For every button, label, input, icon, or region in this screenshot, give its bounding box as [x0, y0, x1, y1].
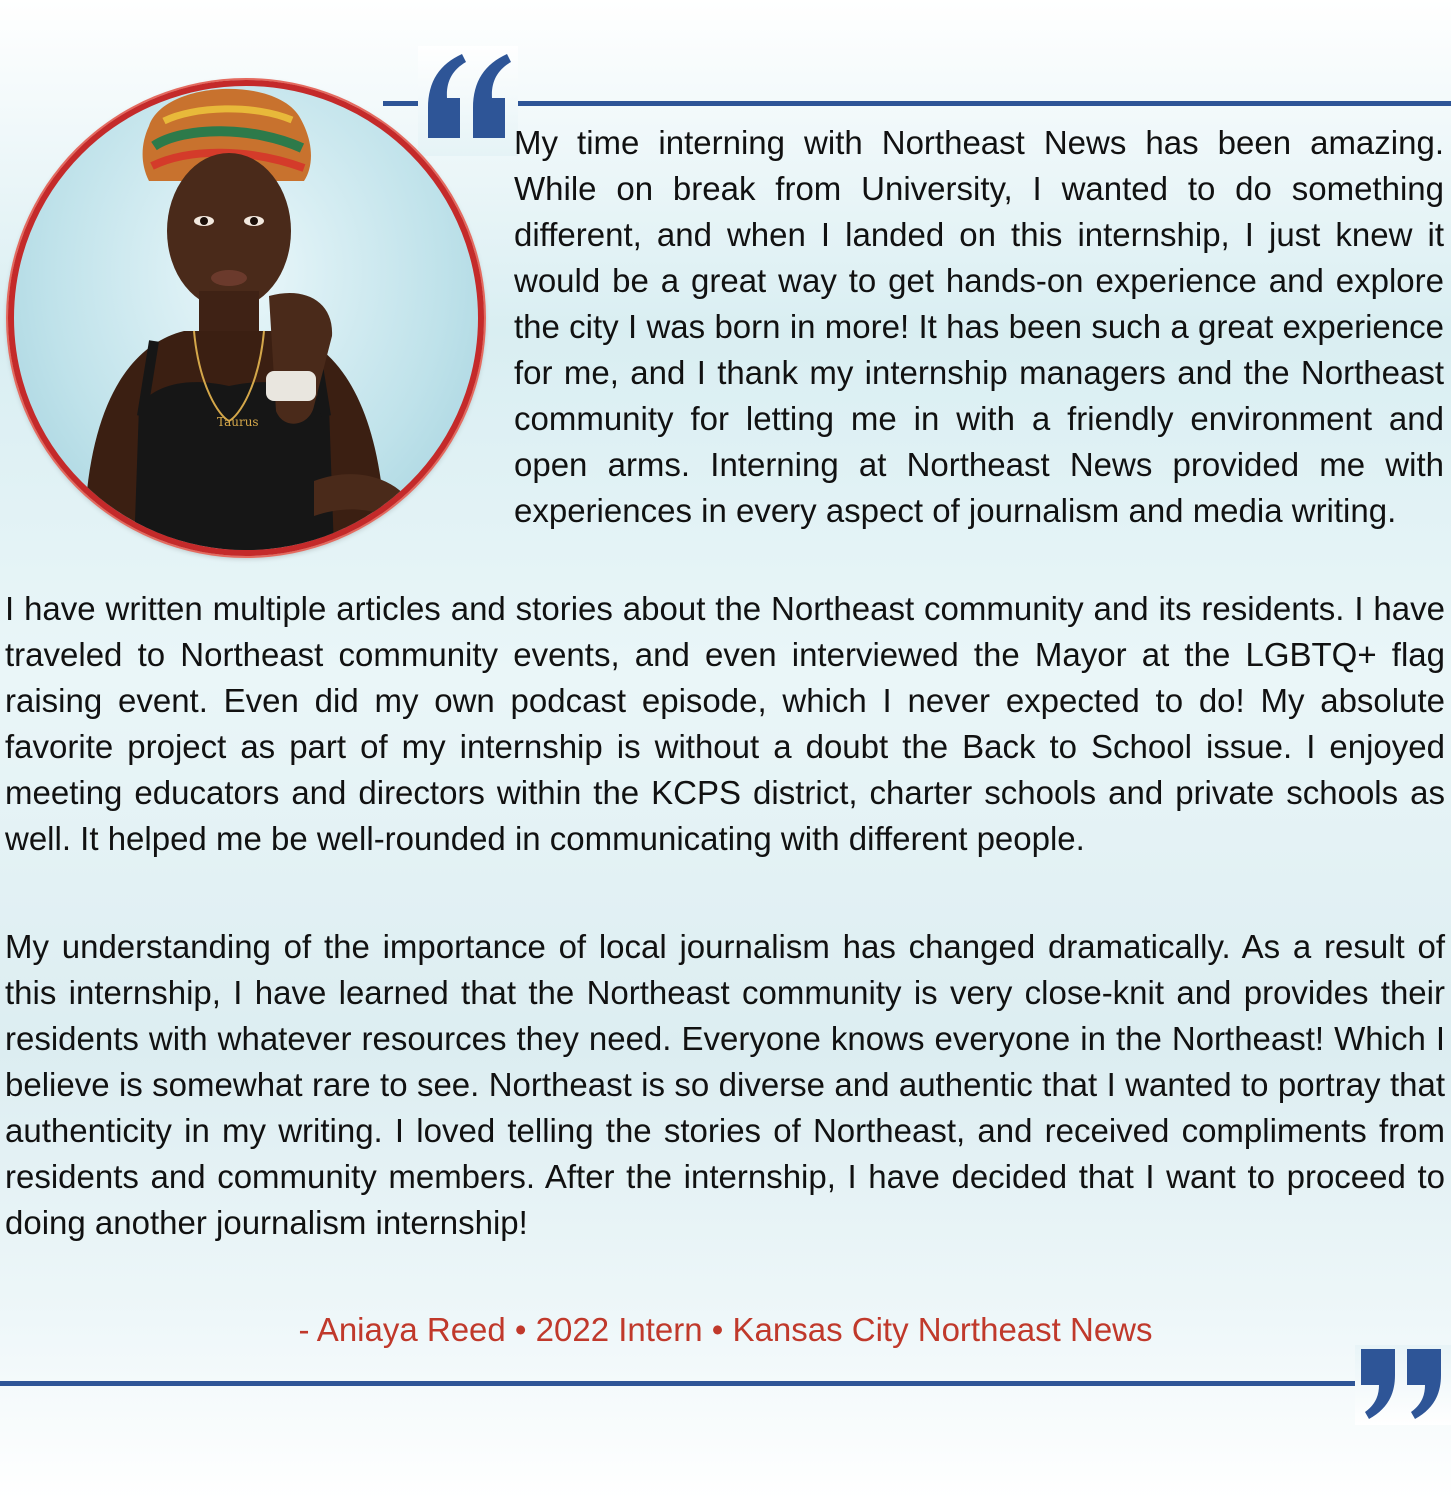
open-quote-icon — [418, 46, 518, 156]
close-quote-icon — [1355, 1345, 1451, 1425]
intro-paragraph: My time interning with Northeast News has been amazing. While on break from University, I wanted to do something different, and when I landed on this internship, I just knew it would be a great way to get hands-on experience and explore the city I was born in more! It has been such a great experience for me, and I thank my internship managers and the Northeast community for letting me in with a friendly environment and open arms. Interning at Northeast News provided me with experiences in every aspect of journalism and media writing. — [514, 124, 1444, 529]
top-divider-line — [383, 101, 1451, 106]
body-paragraph-2: I have written multiple articles and stories about the Northeast community and its residents. I have traveled to Northeast community events, and even interviewed the Mayor at the LGBTQ+ flag raising event. Even did my own podcast episode, which I never expected to do! My absolute favorite project as part of my internship is without a doubt the Back to School issue. I enjoyed meeting educators and directors within the KCPS district, charter schools and private schools as well. It helped me be well-rounded in communicating with different people. — [5, 590, 1445, 857]
body-paragraph-3: My understanding of the importance of local journalism has changed dramatically. As a result of this internship, I have learned that the Northeast community is very close-knit and provides their residents with whatever resources they need. Everyone knows everyone in the Northeast! Which I believe is somewhat rare to see. Northeast is so diverse and authentic that I wanted to portray that authenticity in my writing. I loved telling the stories of Northeast, and received compliments from residents and community members. After the internship, I have decided that I want to proceed to doing another journalism internship! — [5, 928, 1445, 1241]
attribution-line: - Aniaya Reed • 2022 Intern • Kansas City Northeast News — [298, 1311, 1153, 1348]
bottom-divider-line — [0, 1381, 1359, 1386]
intern-portrait — [8, 80, 484, 556]
necklace-text: Taurus — [217, 415, 259, 429]
